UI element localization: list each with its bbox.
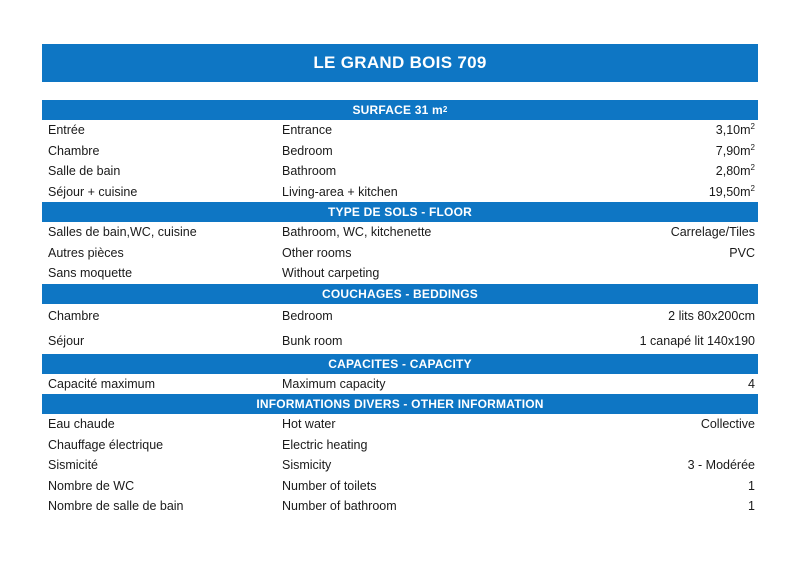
row-label-en: Without carpeting bbox=[282, 266, 380, 281]
section bbox=[42, 354, 758, 395]
title-gap bbox=[42, 82, 758, 100]
table-row bbox=[42, 141, 758, 162]
row-label-en: Living-area + kitchen bbox=[282, 184, 398, 199]
table-row bbox=[42, 455, 758, 476]
section bbox=[42, 394, 758, 517]
row-label-fr: Salle de bain bbox=[48, 164, 121, 179]
row-label-en: Bedroom bbox=[282, 143, 333, 158]
row-value: 2 lits 80x200cm bbox=[668, 309, 755, 323]
info-table bbox=[42, 100, 758, 517]
row-label-fr: Sans moquette bbox=[48, 266, 133, 281]
table-row bbox=[42, 414, 758, 435]
document-content bbox=[42, 44, 758, 517]
row-label-fr: Sismicité bbox=[48, 458, 99, 473]
section bbox=[42, 202, 758, 284]
row-label-en: Bunk room bbox=[282, 334, 343, 348]
row-value: $7,90m^2$ bbox=[715, 142, 755, 158]
row-label-fr: Chambre bbox=[48, 143, 100, 158]
row-value: 1 bbox=[748, 478, 755, 493]
row-label-fr: Eau chaude bbox=[48, 417, 115, 432]
section-header: COUCHAGES - BEDDINGS bbox=[42, 284, 758, 304]
table-row bbox=[42, 476, 758, 497]
row-label-fr: Chambre bbox=[48, 309, 100, 323]
table-row bbox=[42, 329, 758, 354]
row-label-fr: Entrée bbox=[48, 123, 85, 138]
row-label-en: Sismicity bbox=[282, 458, 332, 473]
section bbox=[42, 284, 758, 354]
row-value: 3 - Modérée bbox=[687, 458, 755, 473]
row-label-en: Bathroom, WC, kitchenette bbox=[282, 225, 432, 240]
table-row bbox=[42, 222, 758, 243]
table-row bbox=[42, 374, 758, 395]
table-row bbox=[42, 496, 758, 517]
row-value: Carrelage/Tiles bbox=[670, 225, 755, 240]
section-header: TYPE DE SOLS - FLOOR bbox=[42, 202, 758, 222]
document-title-bar bbox=[42, 44, 758, 82]
table-row bbox=[42, 263, 758, 284]
table-row bbox=[42, 161, 758, 182]
row-label-fr: Capacité maximum bbox=[48, 376, 155, 391]
table-row bbox=[42, 243, 758, 264]
row-label-fr: Nombre de WC bbox=[48, 478, 135, 493]
row-label-fr: Salles de bain,WC, cuisine bbox=[48, 225, 197, 240]
section-header: SURFACE 31 m 2 bbox=[42, 100, 758, 120]
table-row bbox=[42, 182, 758, 203]
row-label-en: Maximum capacity bbox=[282, 376, 386, 391]
row-label-en: Number of toilets bbox=[282, 478, 377, 493]
row-label-en: Bathroom bbox=[282, 164, 337, 179]
row-label-en: Other rooms bbox=[282, 245, 352, 260]
table-row bbox=[42, 435, 758, 456]
row-value: 4 bbox=[748, 376, 755, 391]
row-label-fr: Séjour bbox=[48, 334, 85, 348]
row-label-en: Number of bathroom bbox=[282, 499, 397, 514]
section-header: INFORMATIONS DIVERS - OTHER INFORMATION bbox=[42, 394, 758, 414]
row-label-fr: Chauffage électrique bbox=[48, 437, 164, 452]
section bbox=[42, 100, 758, 202]
document-title: LE GRAND BOIS 709 bbox=[313, 53, 487, 72]
row-value: $2,80m^2$ bbox=[715, 163, 755, 179]
row-label-fr: Autres pièces bbox=[48, 245, 124, 260]
row-label-en: Hot water bbox=[282, 417, 336, 432]
section-header: CAPACITES - CAPACITY bbox=[42, 354, 758, 374]
row-label-fr: Séjour + cuisine bbox=[48, 184, 138, 199]
row-value: $19,50m^2$ bbox=[708, 183, 755, 199]
row-value: $3,10m^2$ bbox=[715, 122, 755, 138]
row-label-fr: Nombre de salle de bain bbox=[48, 499, 184, 514]
row-value: Collective bbox=[700, 417, 755, 432]
table-row bbox=[42, 120, 758, 141]
row-value: 1 canapé lit 140x190 bbox=[639, 334, 755, 348]
row-value: 1 bbox=[748, 499, 755, 514]
row-value: PVC bbox=[729, 245, 755, 260]
row-label-en: Bedroom bbox=[282, 309, 333, 323]
row-label-en: Electric heating bbox=[282, 437, 368, 452]
row-label-en: Entrance bbox=[282, 123, 333, 138]
table-row bbox=[42, 304, 758, 329]
